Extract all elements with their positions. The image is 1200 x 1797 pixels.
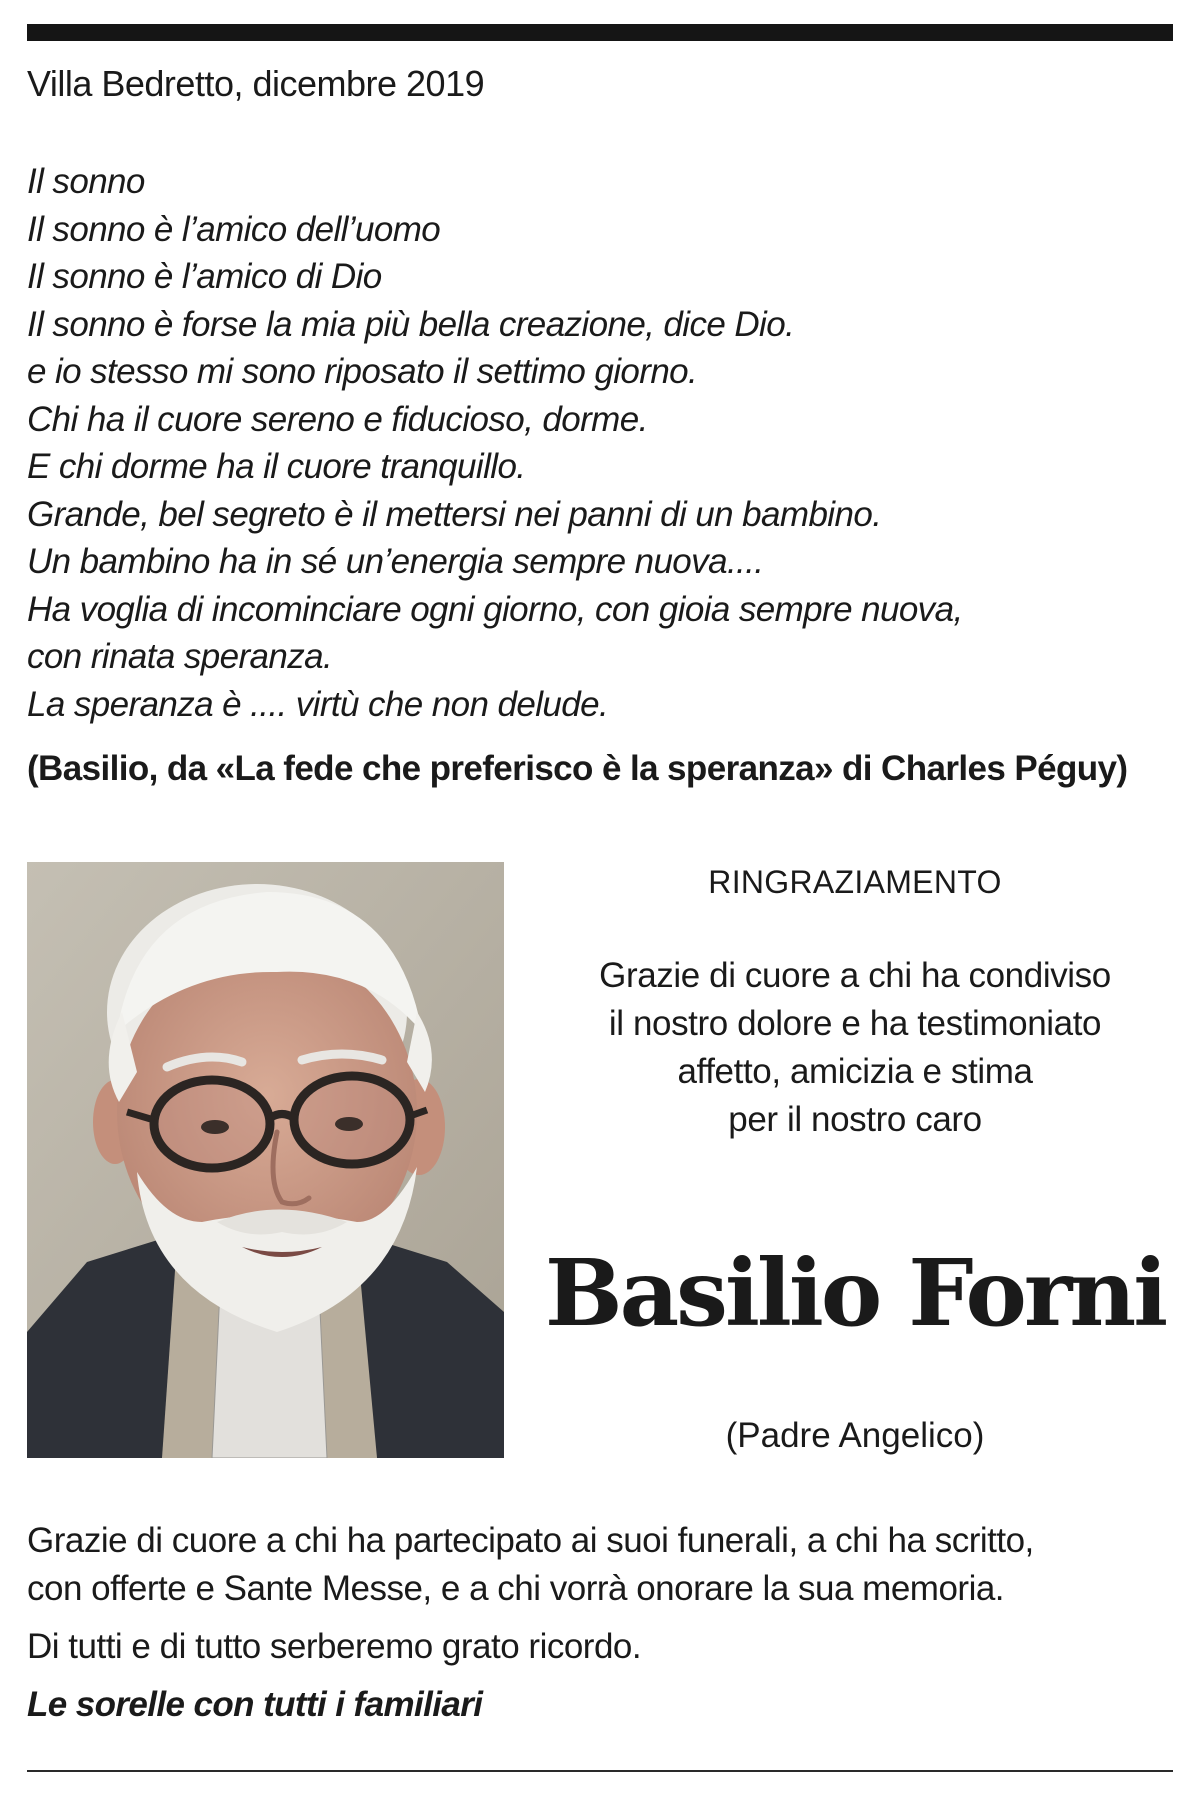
closing-line: Grazie di cuore a chi ha partecipato ai suoi funerali, a chi ha scritto, — [27, 1521, 1034, 1560]
poem-line: Un bambino ha in sé un’energia sempre nuova.... — [27, 542, 764, 581]
poem-line: Ha voglia di incominciare ogni giorno, con gioia sempre nuova, — [27, 589, 963, 629]
thanks-line: per il nostro caro — [728, 1100, 982, 1139]
religious-name: (Padre Angelico) — [725, 1416, 985, 1455]
poem-line: Il sonno è forse la mia più bella creazione, dice Dio. — [27, 304, 795, 344]
portrait-photo — [27, 862, 504, 1458]
closing-line: con offerte e Sante Messe, e a chi vorrà onorare la sua memoria. — [27, 1569, 1005, 1608]
poem-citation: (Basilio, da «La fede che preferisco è la speranza» di Charles Péguy) — [27, 749, 1128, 788]
thanks-line: Grazie di cuore a chi ha condiviso — [599, 956, 1111, 995]
dateline: Villa Bedretto, dicembre 2019 — [27, 63, 485, 104]
poem-line: Chi ha il cuore sereno e fiducioso, dorme. — [27, 399, 648, 439]
remembrance-line: Di tutti e di tutto serberemo grato ricordo. — [27, 1627, 642, 1666]
closing-thanks — [27, 1517, 1034, 1613]
thanks-line: affetto, amicizia e stima — [677, 1052, 1033, 1091]
poem — [27, 158, 963, 728]
thanks-message — [535, 952, 1175, 1144]
poem-line: e io stesso mi sono riposato il settimo giorno. — [27, 352, 698, 391]
poem-line: con rinata speranza. — [27, 637, 333, 676]
poem-line: Il sonno è l’amico di Dio — [27, 257, 382, 296]
poem-line: La speranza è .... virtù che non delude. — [27, 684, 609, 724]
poem-line: Il sonno — [27, 162, 145, 201]
poem-line: Grande, bel segreto è il mettersi nei panni di un bambino. — [27, 494, 882, 534]
thanks-line: il nostro dolore e ha testimoniato — [608, 1004, 1102, 1043]
bottom-rule — [27, 1770, 1173, 1772]
poem-line: Il sonno è l’amico dell’uomo — [27, 209, 441, 249]
signature: Le sorelle con tutti i familiari — [27, 1685, 483, 1724]
notice-heading: RINGRAZIAMENTO — [708, 864, 1002, 900]
poem-line: E chi dorme ha il cuore tranquillo. — [27, 447, 526, 486]
top-rule — [27, 24, 1173, 41]
deceased-name: Basilio Forni — [544, 1239, 1166, 1347]
